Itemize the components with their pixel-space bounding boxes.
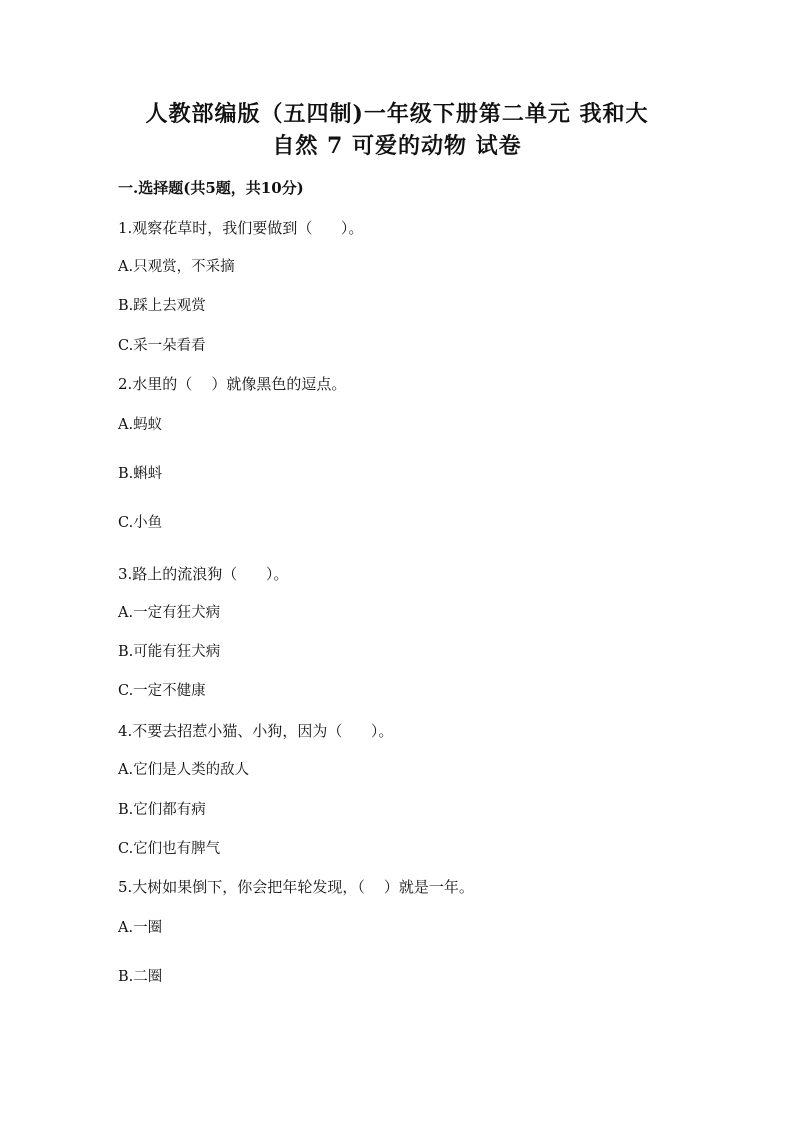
question-5-option-a: A.一圈: [118, 920, 163, 936]
question-3-stem: 3.路上的流浪狗（ ）。: [118, 565, 289, 583]
question-1-option-b: B.踩上去观赏: [118, 298, 206, 314]
question-2-option-c: C.小鱼: [118, 515, 163, 531]
page-title-line-1: 人教部编版（五四制)一年级下册第二单元 我和大: [145, 101, 649, 127]
question-4-option-a: A.它们是人类的敌人: [118, 762, 250, 778]
question-1-option-c: C.采一朵看看: [118, 338, 206, 354]
question-1-stem: 1.观察花草时，我们要做到（ ）。: [118, 219, 364, 237]
question-1-option-a: A.只观赏，不采摘: [118, 259, 235, 275]
question-3-option-c: C.一定不健康: [118, 683, 206, 699]
question-4-option-c: C.它们也有脾气: [118, 841, 221, 857]
question-5-option-b: B.二圈: [118, 969, 163, 985]
question-2-option-b: B.蝌蚪: [118, 466, 163, 482]
question-3-option-b: B.可能有狂犬病: [118, 644, 221, 660]
question-4-stem: 4.不要去招惹小猫、小狗，因为（ ）。: [118, 722, 394, 740]
section-heading: 一.选择题(共5题，共10分): [118, 179, 304, 197]
question-2-stem: 2.水里的（ ）就像黑色的逗点。: [118, 375, 347, 393]
question-4-option-b: B.它们都有病: [118, 802, 206, 818]
question-3-option-a: A.一定有狂犬病: [118, 605, 221, 621]
page-title-line-2: 自然 7 可爱的动物 试卷: [272, 133, 522, 159]
question-5-stem: 5.大树如果倒下，你会把年轮发现，（ ）就是一年。: [118, 878, 474, 896]
question-2-option-a: A.蚂蚁: [118, 417, 163, 433]
